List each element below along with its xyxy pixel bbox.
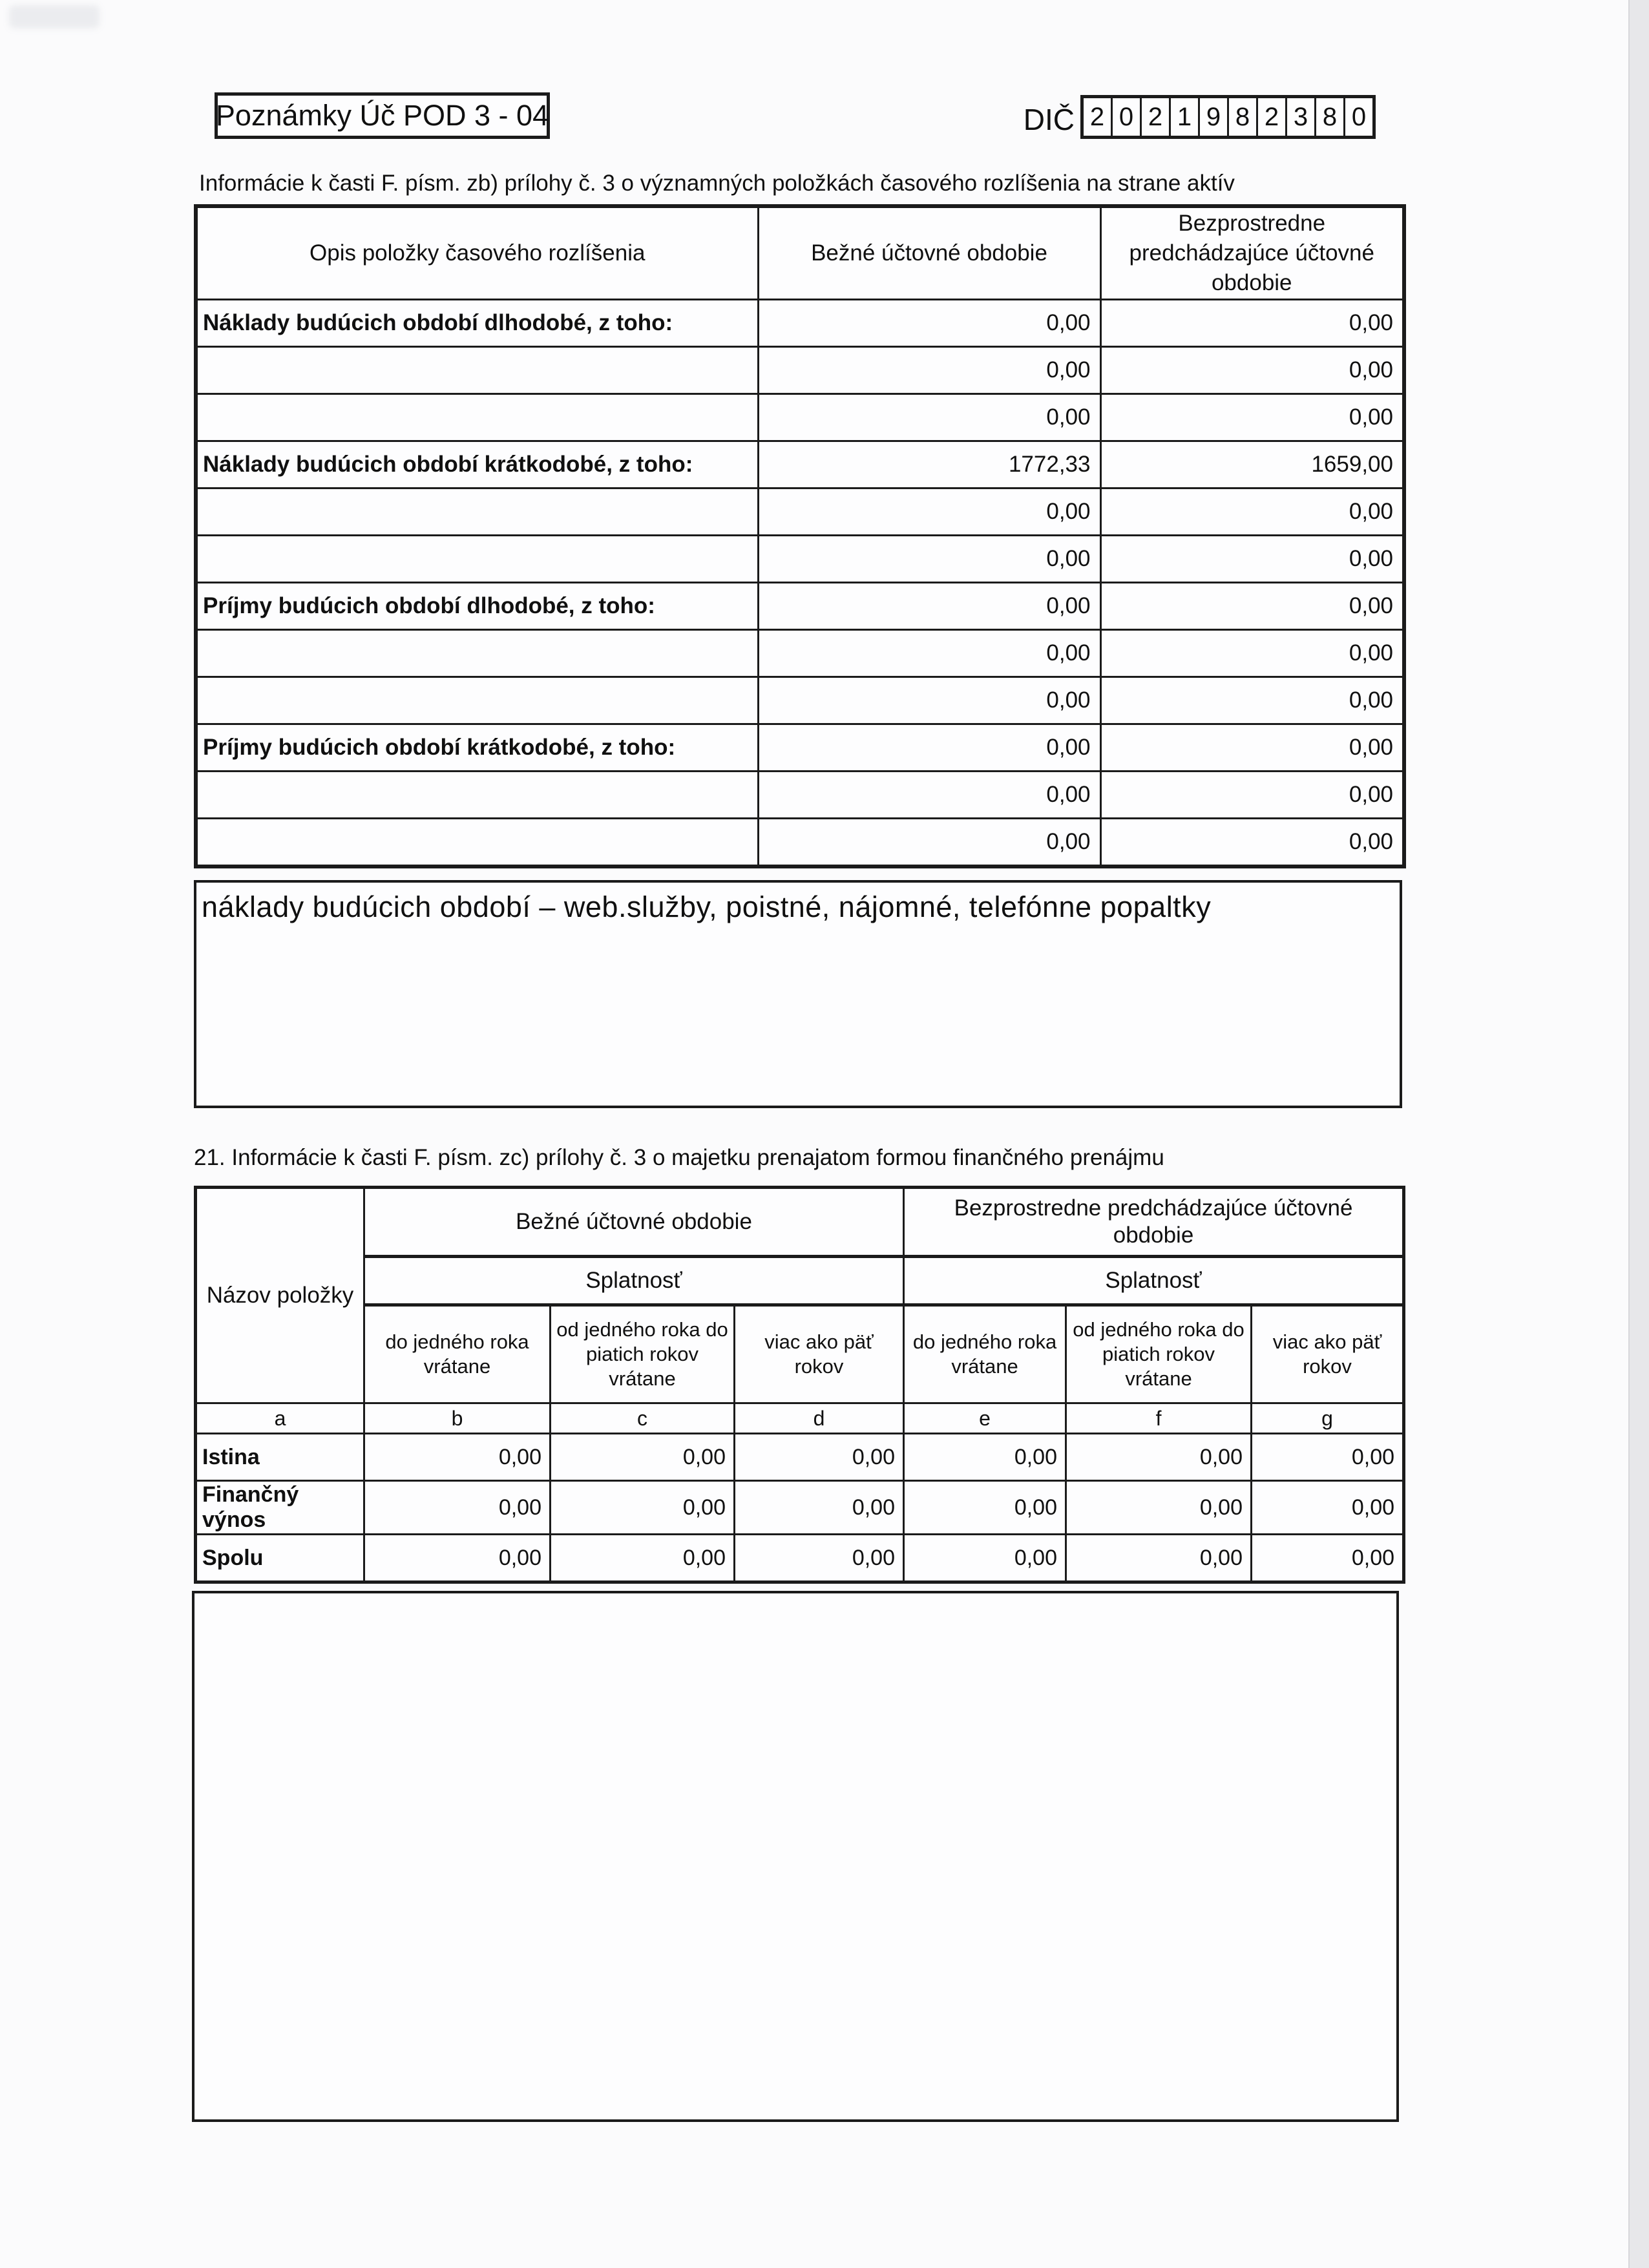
leasing-subcol-header: viac ako päť rokov	[1252, 1305, 1404, 1403]
leasing-value-cell: 0,00	[904, 1481, 1066, 1535]
leasing-subcol-header: do jedného roka vrátane	[904, 1305, 1066, 1403]
table-row	[196, 724, 1404, 772]
accrual-current-cell: 0,00	[758, 536, 1100, 583]
leasing-row-label: Spolu	[196, 1535, 364, 1582]
accrual-previous-cell: 0,00	[1100, 724, 1404, 772]
accruals-col-desc-header: Opis položky časového rozlíšenia	[196, 206, 758, 300]
table-row	[196, 394, 1404, 441]
dic-digit-cell: 8	[1314, 98, 1343, 136]
leasing-value-cell: 0,00	[735, 1434, 904, 1481]
column-letter: a	[196, 1403, 364, 1434]
leasing-value-cell: 0,00	[1066, 1481, 1252, 1535]
leasing-value-cell: 0,00	[735, 1535, 904, 1582]
leasing-value-cell: 0,00	[904, 1434, 1066, 1481]
dic-digit-cell: 0	[1111, 98, 1140, 136]
table-row	[196, 300, 1404, 347]
accrual-label-cell	[196, 347, 758, 394]
leasing-name-header: Názov položky	[196, 1188, 364, 1403]
table-row	[196, 819, 1404, 867]
dic-digit-cell: 2	[1089, 102, 1105, 131]
leasing-maturity-header: Splatnosť	[904, 1257, 1404, 1305]
accrual-current-cell: 0,00	[758, 677, 1100, 724]
table-row	[196, 441, 1404, 488]
leasing-value-cell: 0,00	[364, 1535, 551, 1582]
dic-digit-cell: 8	[1227, 98, 1256, 136]
leasing-value-cell: 0,00	[1066, 1434, 1252, 1481]
accrual-previous-cell: 0,00	[1100, 819, 1404, 867]
accrual-label-cell	[196, 488, 758, 536]
leasing-value-cell: 0,00	[364, 1481, 551, 1535]
accrual-label-cell: Náklady budúcich období dlhodobé, z toho:	[196, 300, 758, 347]
leasing-previous-group-header: Bezprostredne predchádzajúce účtovné obdobie	[904, 1188, 1404, 1257]
accruals-note-text: náklady budúcich období – web.služby, poistné, nájomné, telefónne popaltky	[202, 890, 1212, 923]
accrual-previous-cell: 0,00	[1100, 300, 1404, 347]
accrual-current-cell: 0,00	[758, 347, 1100, 394]
leasing-value-cell: 0,00	[1252, 1434, 1404, 1481]
accrual-current-cell: 0,00	[758, 819, 1100, 867]
table-row	[196, 1434, 1404, 1481]
accrual-label-cell	[196, 536, 758, 583]
column-letter: d	[735, 1403, 904, 1434]
accrual-previous-cell: 0,00	[1100, 677, 1404, 724]
dic-digit-cell: 2	[1256, 98, 1285, 136]
leasing-table	[194, 1186, 1405, 1584]
leasing-subcol-header-row	[196, 1305, 1404, 1403]
accrual-previous-cell: 0,00	[1100, 536, 1404, 583]
dic-digit-cell: 9	[1198, 98, 1227, 136]
accrual-label-cell	[196, 819, 758, 867]
leasing-value-cell: 0,00	[1252, 1535, 1404, 1582]
accrual-label-cell: Príjmy budúcich období dlhodobé, z toho:	[196, 583, 758, 630]
leasing-value-cell: 0,00	[551, 1434, 735, 1481]
accrual-label-cell	[196, 772, 758, 819]
accrual-previous-cell: 1659,00	[1100, 441, 1404, 488]
accrual-previous-cell: 0,00	[1100, 630, 1404, 677]
dic-digit-boxes	[1080, 95, 1376, 139]
column-letter: g	[1252, 1403, 1404, 1434]
form-code-label: Poznámky Úč POD 3 - 04	[215, 99, 549, 132]
accrual-label-cell: Náklady budúcich období krátkodobé, z toho:	[196, 441, 758, 488]
accrual-previous-cell: 0,00	[1100, 394, 1404, 441]
column-letter: b	[364, 1403, 551, 1434]
accrual-current-cell: 0,00	[758, 772, 1100, 819]
dic-digit-cell: 0	[1343, 98, 1372, 136]
leasing-value-cell: 0,00	[551, 1535, 735, 1582]
leasing-row-label: Finančný výnos	[196, 1481, 364, 1535]
leasing-subcol-header: od jedného roka do piatich rokov vrátane	[551, 1305, 735, 1403]
leasing-section-title: 21. Informácie k časti F. písm. zc) prílohy č. 3 o majetku prenajatom formou finančného prenájmu	[194, 1145, 1164, 1170]
accrual-previous-cell: 0,00	[1100, 488, 1404, 536]
leasing-current-group-header: Bežné účtovné obdobie	[364, 1188, 904, 1257]
accruals-col-current-header: Bežné účtovné obdobie	[758, 206, 1100, 300]
table-row	[196, 1535, 1404, 1582]
accrual-current-cell: 0,00	[758, 630, 1100, 677]
accrual-previous-cell: 0,00	[1100, 583, 1404, 630]
dic-digit-cell: 2	[1140, 98, 1169, 136]
accruals-col-previous-header: Bezprostredne predchádzajúce účtovné obdobie	[1100, 206, 1404, 300]
table-row	[196, 677, 1404, 724]
leasing-value-cell: 0,00	[1252, 1481, 1404, 1535]
accrual-current-cell: 0,00	[758, 300, 1100, 347]
table-row	[196, 772, 1404, 819]
dic-digit-cell: 3	[1285, 98, 1314, 136]
dic-digit-cell: 1	[1169, 98, 1198, 136]
leasing-group-header-row	[196, 1188, 1404, 1257]
accrual-current-cell: 0,00	[758, 583, 1100, 630]
accrual-previous-cell: 0,00	[1100, 347, 1404, 394]
leasing-row-label: Istina	[196, 1434, 364, 1481]
column-letter: e	[904, 1403, 1066, 1434]
accrual-label-cell	[196, 630, 758, 677]
accrual-label-cell	[196, 677, 758, 724]
accrual-current-cell: 0,00	[758, 724, 1100, 772]
accruals-section-title: Informácie k časti F. písm. zb) prílohy č. 3 o významných položkách časového rozlíšenia na strane aktív	[199, 171, 1235, 196]
accruals-header-row	[196, 206, 1404, 300]
table-row	[196, 488, 1404, 536]
table-row	[196, 630, 1404, 677]
table-row	[196, 536, 1404, 583]
accrual-current-cell: 0,00	[758, 394, 1100, 441]
accrual-label-cell: Príjmy budúcich období krátkodobé, z toho:	[196, 724, 758, 772]
leasing-value-cell: 0,00	[364, 1434, 551, 1481]
table-row	[196, 347, 1404, 394]
leasing-maturity-header-row	[196, 1257, 1404, 1305]
accruals-table	[194, 204, 1406, 868]
column-letter: f	[1066, 1403, 1252, 1434]
leasing-value-cell: 0,00	[551, 1481, 735, 1535]
accrual-label-cell	[196, 394, 758, 441]
accrual-current-cell: 1772,33	[758, 441, 1100, 488]
leasing-letter-row	[196, 1403, 1404, 1434]
accrual-current-cell: 0,00	[758, 488, 1100, 536]
leasing-subcol-header: viac ako päť rokov	[735, 1305, 904, 1403]
accruals-note-box	[194, 880, 1402, 1108]
leasing-value-cell: 0,00	[1066, 1535, 1252, 1582]
scan-smudge	[9, 5, 100, 28]
table-row	[196, 1481, 1404, 1535]
leasing-subcol-header: do jedného roka vrátane	[364, 1305, 551, 1403]
dic-label: DIČ	[1023, 103, 1075, 136]
bottom-notes-box	[192, 1591, 1399, 2122]
scanner-edge-strip	[1628, 0, 1649, 2268]
leasing-maturity-header: Splatnosť	[364, 1257, 904, 1305]
leasing-subcol-header: od jedného roka do piatich rokov vrátane	[1066, 1305, 1252, 1403]
column-letter: c	[551, 1403, 735, 1434]
leasing-value-cell: 0,00	[904, 1535, 1066, 1582]
form-code-box	[215, 92, 550, 139]
accrual-previous-cell: 0,00	[1100, 772, 1404, 819]
table-row	[196, 583, 1404, 630]
leasing-value-cell: 0,00	[735, 1481, 904, 1535]
